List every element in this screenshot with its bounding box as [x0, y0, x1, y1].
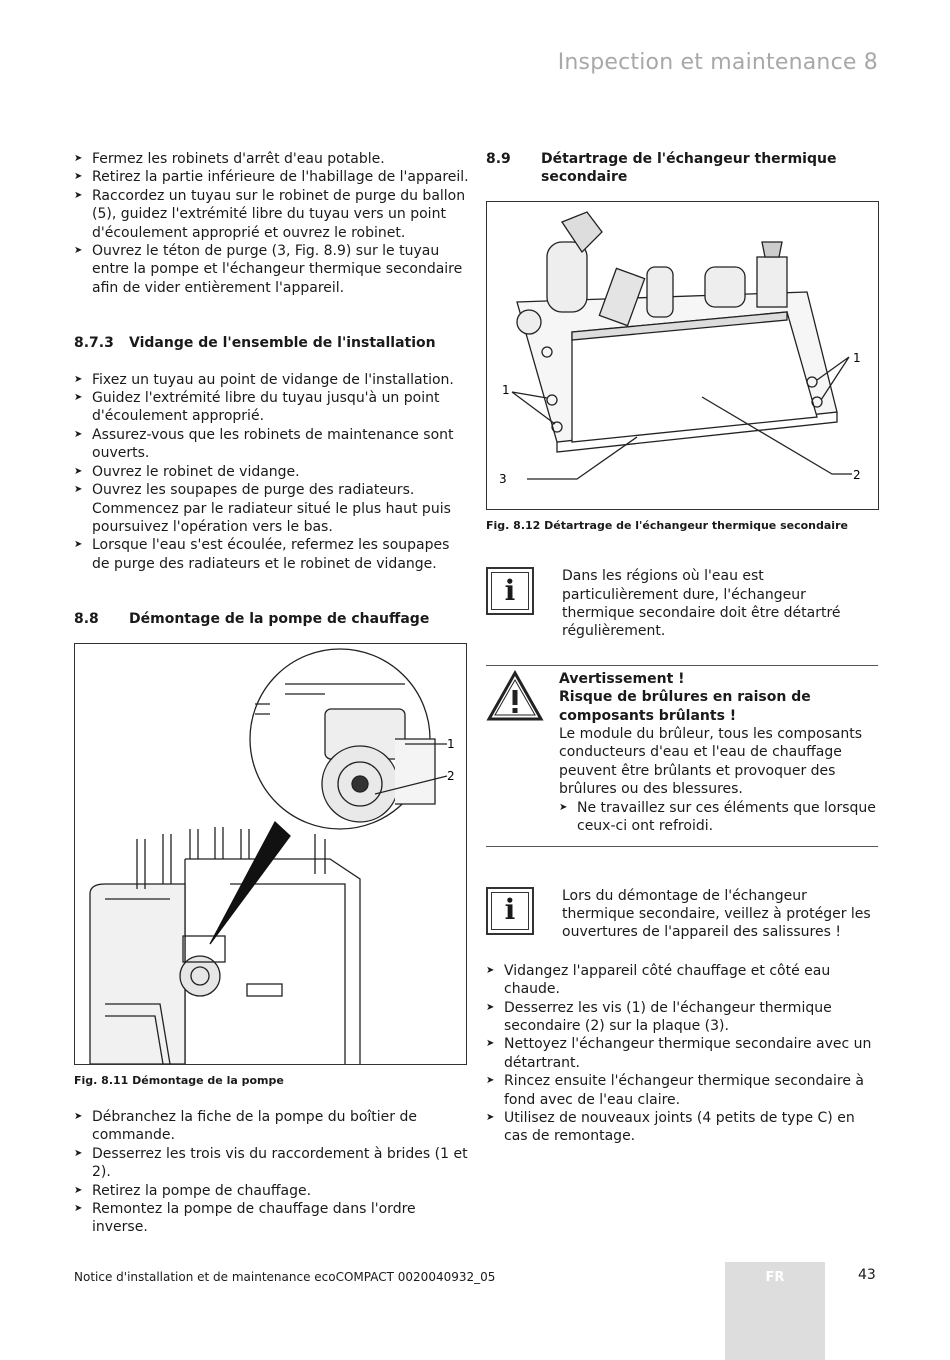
section-heading-8-9	[486, 150, 878, 187]
list-item: ➤ Ouvrez le téton de purge (3, Fig. 8.9) sur le tuyau entre la pompe et l'échangeur thermique secondaire afin de vider entièrement l'appareil.	[74, 242, 469, 297]
info-note-text: Lors du démontage de l'échangeur thermique secondaire, veillez à protéger les ouvertures de l'appareil des salissures !	[562, 887, 871, 941]
heat-exchanger-illustration	[487, 202, 878, 509]
warning-bullet-list	[559, 799, 878, 836]
list-item: ➤ Débranchez la fiche de la pompe du boîtier de commande.	[74, 1108, 469, 1145]
section-number: 8.8	[74, 611, 99, 628]
info-note-text: Dans les régions où l'eau est particulièrement dure, l'échangeur thermique secondaire doit être détartré régulièrement.	[562, 568, 841, 640]
section-title: Vidange de l'ensemble de l'installation	[129, 335, 436, 352]
list-item: ➤ Desserrez les vis (1) de l'échangeur thermique secondaire (2) sur la plaque (3).	[486, 999, 878, 1036]
s873-bullet-list	[74, 371, 469, 573]
list-item: ➤ Ne travaillez sur ces éléments que lorsque ceux-ci ont refroidi.	[559, 799, 878, 836]
list-item: ➤ Fixez un tuyau au point de vidange de l'installation.	[74, 371, 469, 389]
warning-triangle-icon	[486, 670, 546, 836]
list-item: ➤ Raccordez un tuyau sur le robinet de purge du ballon (5), guidez l'extrémité libre du tuyau vers un point d'écoulement approprié et ouvrez le robinet.	[74, 187, 469, 242]
language-tab: FR	[725, 1262, 825, 1360]
list-item: ➤ Rincez ensuite l'échangeur thermique secondaire à fond avec de l'eau claire.	[486, 1072, 878, 1109]
list-item: ➤ Remontez la pompe de chauffage dans l'ordre inverse.	[74, 1200, 469, 1237]
pump-illustration	[75, 644, 466, 1064]
warning-text: Le module du brûleur, tous les composants conducteurs d'eau et l'eau de chauffage peuvent être brûlants et provoquer des brûlures ou des blessures.	[559, 726, 863, 798]
page-number: 43	[858, 1267, 876, 1283]
list-item: ➤ Nettoyez l'échangeur thermique secondaire avec un détartrant.	[486, 1035, 878, 1072]
figure-caption: Fig. 8.11 Démontage de la pompe	[74, 1073, 284, 1087]
list-item: ➤ Fermez les robinets d'arrêt d'eau potable.	[74, 150, 469, 168]
list-item: ➤ Ouvrez les soupapes de purge des radiateurs. Commencez par le radiateur situé le plus haut puis poursuivez l'opération vers le bas.	[74, 481, 469, 536]
right-column	[486, 150, 878, 1146]
info-icon: i	[486, 567, 534, 615]
warning-subtitle: Risque de brûlures en raison de composants brûlants !	[559, 689, 811, 724]
list-item: ➤ Guidez l'extrémité libre du tuyau jusqu'à un point d'écoulement approprié.	[74, 389, 469, 426]
figure-caption: Fig. 8.12 Détartrage de l'échangeur thermique secondaire	[486, 518, 848, 532]
info-note-1	[486, 567, 878, 641]
section-title: Démontage de la pompe de chauffage	[129, 611, 430, 628]
figure-heat-exchanger-descaling	[486, 201, 879, 510]
section-number: 8.9	[486, 151, 511, 167]
section-number: 8.7.3	[74, 335, 114, 352]
figure-pump-dismantling	[74, 643, 467, 1065]
section-heading-8-7-3	[74, 334, 469, 352]
figure-label-3: 3	[499, 471, 507, 486]
warning-block	[486, 666, 878, 846]
footer-text: Notice d'installation et de maintenance ecoCOMPACT 0020040932_05	[74, 1270, 496, 1284]
s88-bullet-list	[74, 1108, 469, 1237]
figure-label-1: 1	[447, 736, 455, 751]
list-item: ➤ Retirez la partie inférieure de l'habillage de l'appareil.	[74, 168, 469, 186]
left-column	[74, 150, 469, 1237]
section-title: Détartrage de l'échangeur thermique secondaire	[541, 151, 837, 186]
divider	[486, 846, 878, 847]
list-item: ➤ Desserrez les trois vis du raccordement à brides (1 et 2).	[74, 1145, 469, 1182]
list-item: ➤ Vidangez l'appareil côté chauffage et côté eau chaude.	[486, 962, 878, 999]
figure-label-1-left: 1	[502, 382, 510, 397]
list-item: ➤ Utilisez de nouveaux joints (4 petits de type C) en cas de remontage.	[486, 1109, 878, 1146]
list-item: ➤ Ouvrez le robinet de vidange.	[74, 463, 469, 481]
list-item: ➤ Lorsque l'eau s'est écoulée, refermez les soupapes de purge des radiateurs et le robinet de vidange.	[74, 536, 469, 573]
figure-label-2: 2	[447, 768, 455, 783]
list-item: ➤ Assurez-vous que les robinets de maintenance sont ouverts.	[74, 426, 469, 463]
figure-label-2: 2	[853, 467, 861, 482]
info-icon: i	[486, 887, 534, 935]
list-item: ➤ Retirez la pompe de chauffage.	[74, 1182, 469, 1200]
s89-bullet-list	[486, 962, 878, 1146]
warning-title: Avertissement !	[559, 670, 685, 687]
intro-bullet-list	[74, 150, 469, 297]
figure-label-1-right: 1	[853, 350, 861, 365]
info-note-2	[486, 887, 878, 942]
section-heading-8-8	[74, 610, 469, 628]
page-header-title: Inspection et maintenance 8	[557, 50, 878, 75]
